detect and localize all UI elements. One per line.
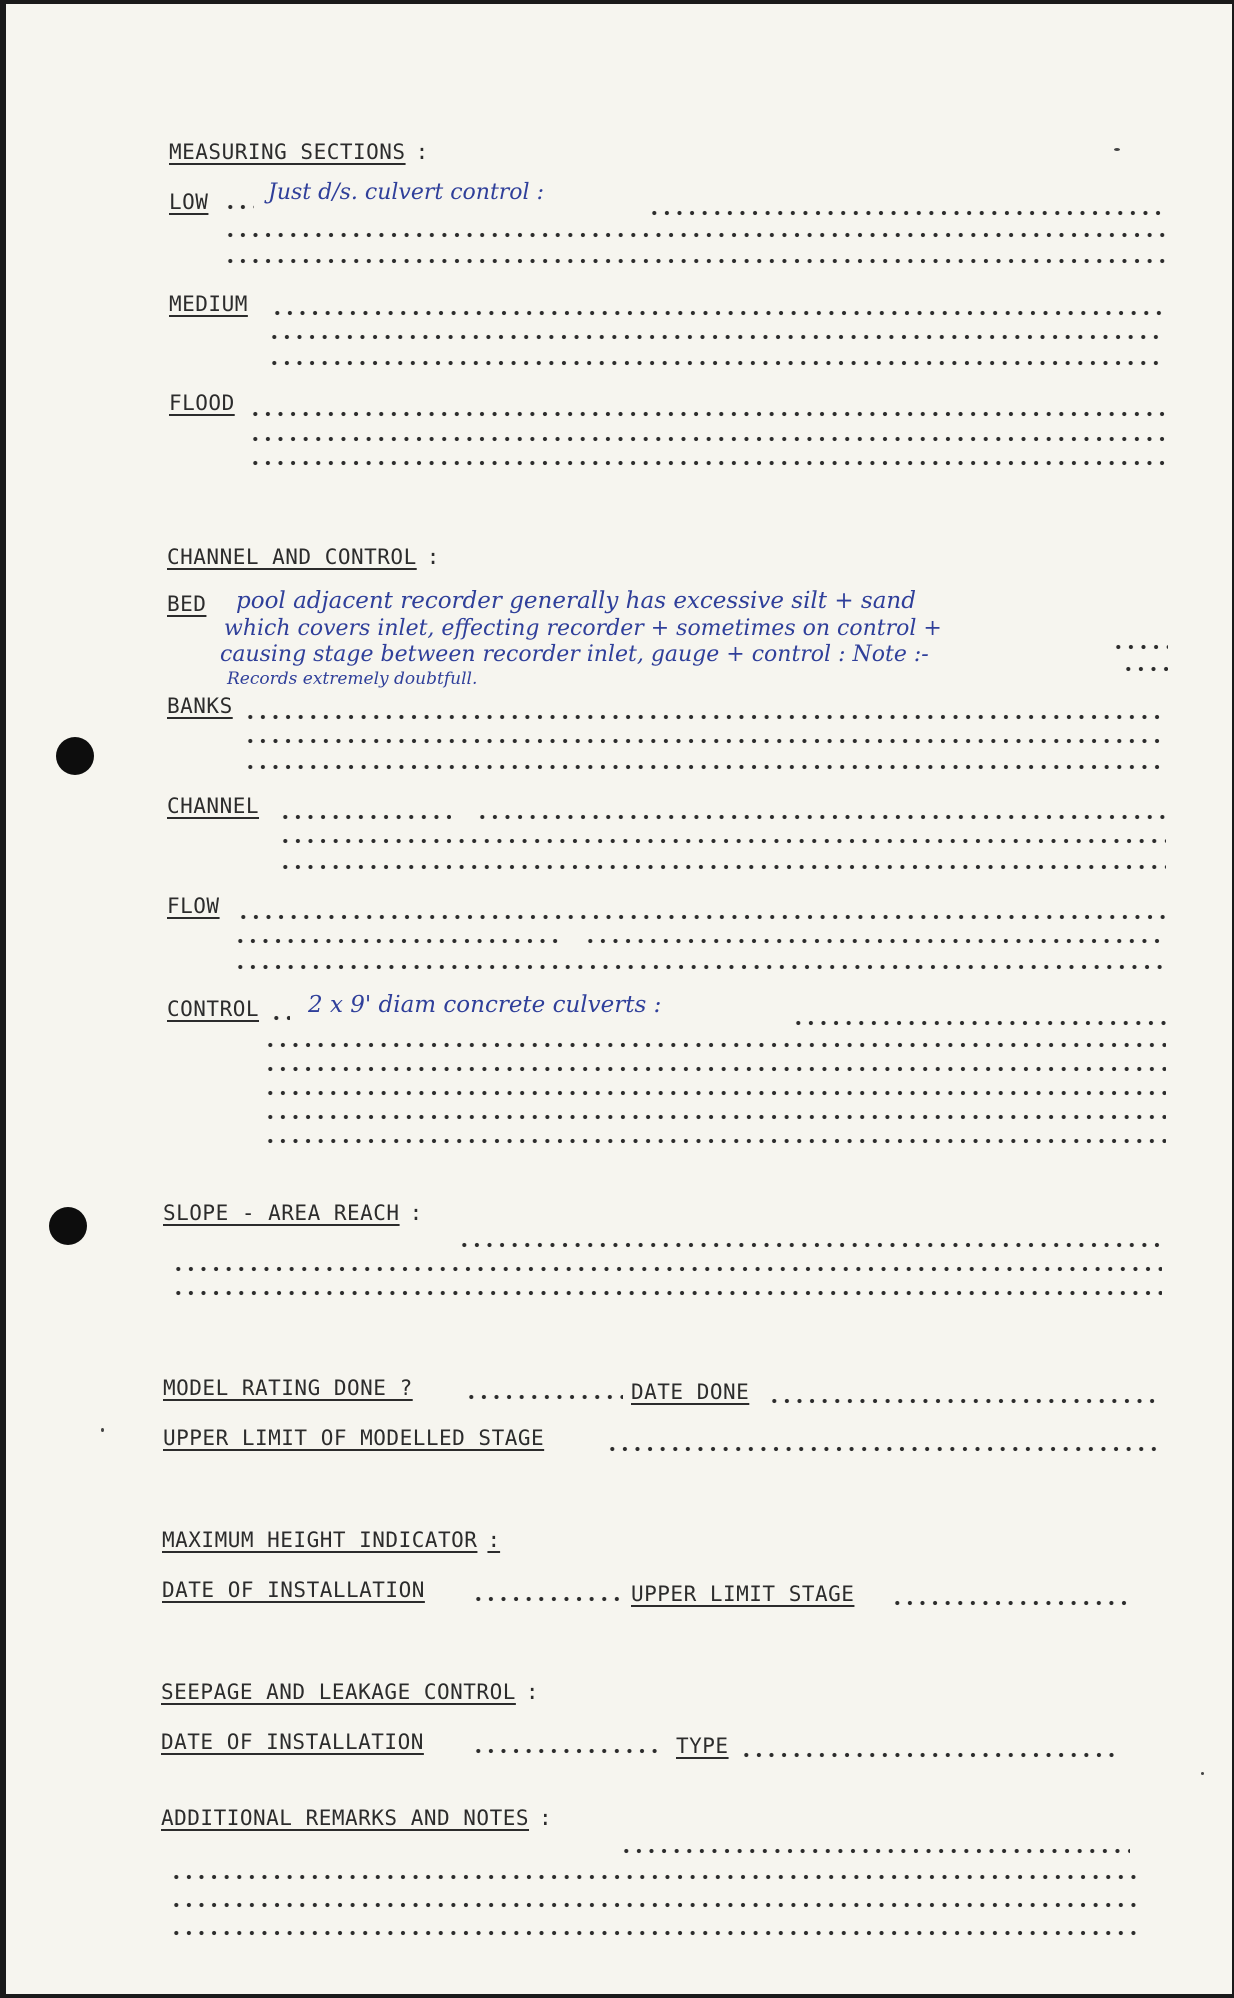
seepage-title: SEEPAGE AND LEAKAGE CONTROL: [161, 1680, 516, 1704]
medium-label: MEDIUM: [169, 292, 248, 316]
model-rating-row: [163, 1376, 413, 1400]
control-dots-line6: [264, 1138, 1166, 1144]
control-row: [167, 997, 259, 1021]
upper-limit-modelled-label: UPPER LIMIT OF MODELLED STAGE: [163, 1426, 545, 1450]
medium-dots-line1: [271, 310, 1166, 316]
seepage-heading: SEEPAGE AND LEAKAGE CONTROL :: [161, 1680, 539, 1704]
date-done-dots: [768, 1398, 1162, 1404]
upper-limit-modelled-row: [163, 1426, 544, 1450]
bed-dots-line2: [1112, 644, 1168, 650]
low-handwritten-value: Just d/s. culvert control :: [268, 180, 544, 205]
flow-dots-line3: [234, 964, 1166, 970]
low-dots-line2: [224, 232, 1166, 238]
flow-dots-line1: [237, 914, 1166, 920]
channel-dots-line3: [279, 864, 1166, 870]
control-handwritten-value: 2 x 9' diam concrete culverts :: [308, 992, 662, 1018]
bed-dots-line3: [1122, 666, 1168, 672]
slope-dots-line1: [458, 1242, 1162, 1248]
flood-dots-line3: [249, 460, 1166, 466]
medium-dots-line2: [268, 334, 1166, 340]
bed-handwritten-line2: which covers inlet, effecting recorder + sometimes on control +: [224, 616, 942, 641]
model-rating-dots: [465, 1394, 623, 1400]
slope-area-heading: SLOPE - AREA REACH :: [163, 1201, 423, 1225]
bed-handwritten-line3: causing stage between recorder inlet, gauge + control : Note :-: [220, 642, 929, 667]
date-done-row: [631, 1380, 749, 1404]
bed-handwritten-line1: pool adjacent recorder generally has excessive silt + sand: [236, 588, 916, 614]
slope-area-title: SLOPE - AREA REACH: [163, 1201, 400, 1225]
flow-row: [167, 894, 220, 918]
channel-dots-line2: [279, 838, 1166, 844]
slope-dots-line2: [172, 1266, 1162, 1272]
upper-limit-stage-row: [631, 1582, 854, 1606]
max-height-date-label: DATE OF INSTALLATION: [162, 1578, 425, 1602]
punch-hole-top: [56, 737, 94, 775]
flood-dots-line2: [249, 436, 1166, 442]
channel-row: [167, 794, 259, 818]
type-label: TYPE: [676, 1734, 729, 1758]
remarks-dots-line2: [170, 1874, 1140, 1880]
medium-row: [169, 292, 248, 316]
flow-label: FLOW: [167, 894, 220, 918]
channel-label: CHANNEL: [167, 794, 260, 818]
flood-dots-line1: [249, 411, 1166, 417]
remarks-heading: ADDITIONAL REMARKS AND NOTES :: [161, 1806, 552, 1830]
channel-dots-line1a: [279, 814, 451, 820]
seepage-date-label: DATE OF INSTALLATION: [161, 1730, 424, 1754]
control-dots-line4: [264, 1090, 1166, 1096]
model-rating-label: MODEL RATING DONE ?: [163, 1376, 413, 1400]
max-height-title: MAXIMUM HEIGHT INDICATOR: [162, 1528, 478, 1552]
remarks-dots-line3: [170, 1902, 1140, 1908]
paper-speck: [1114, 148, 1120, 151]
control-leader-dots: [270, 1015, 290, 1021]
remarks-title: ADDITIONAL REMARKS AND NOTES: [161, 1806, 530, 1830]
banks-label: BANKS: [167, 694, 233, 718]
bed-label: BED: [167, 592, 207, 616]
seepage-date-dots: [472, 1748, 660, 1754]
channel-control-heading: CHANNEL AND CONTROL :: [167, 545, 440, 569]
seepage-date-row: [161, 1730, 424, 1754]
max-height-heading: MAXIMUM HEIGHT INDICATOR :: [162, 1528, 501, 1552]
control-label: CONTROL: [167, 997, 260, 1021]
medium-dots-line3: [268, 360, 1166, 366]
upper-limit-modelled-dots: [606, 1446, 1162, 1452]
upper-limit-stage-dots: [891, 1600, 1131, 1606]
control-dots-line1: [792, 1020, 1166, 1026]
control-dots-line3: [264, 1066, 1166, 1072]
low-label: LOW: [169, 190, 209, 214]
low-leader-dots: [224, 204, 254, 210]
measuring-sections-heading: MEASURING SECTIONS :: [169, 140, 429, 164]
low-row: [169, 190, 208, 214]
remarks-dots-line4: [170, 1930, 1140, 1936]
date-done-label: DATE DONE: [631, 1380, 750, 1404]
banks-dots-line1: [244, 714, 1166, 720]
measuring-sections-title: MEASURING SECTIONS: [169, 140, 406, 164]
max-height-date-row: [162, 1578, 425, 1602]
low-dots-line1: [648, 210, 1166, 216]
bed-handwritten-line4: Records extremely doubtfull.: [227, 669, 478, 689]
upper-limit-stage-label: UPPER LIMIT STAGE: [631, 1582, 855, 1606]
paper-speck: [1201, 1772, 1204, 1775]
channel-dots-line1b: [476, 814, 1166, 820]
flow-dots-line2b: [584, 938, 1166, 944]
punch-hole-bottom: [49, 1207, 87, 1245]
control-dots-line5: [264, 1114, 1166, 1120]
banks-dots-line2: [244, 738, 1166, 744]
remarks-dots-line1: [620, 1848, 1130, 1854]
flood-row: [169, 391, 235, 415]
banks-row: [167, 694, 233, 718]
low-dots-line3: [224, 258, 1166, 264]
channel-control-title: CHANNEL AND CONTROL: [167, 545, 417, 569]
banks-dots-line3: [244, 764, 1166, 770]
type-dots: [740, 1752, 1114, 1758]
control-dots-line2: [264, 1042, 1166, 1048]
flow-dots-line2a: [234, 938, 564, 944]
max-height-date-dots: [472, 1596, 622, 1602]
slope-dots-line3: [172, 1290, 1162, 1296]
flood-label: FLOOD: [169, 391, 235, 415]
bed-row: [167, 592, 206, 616]
paper-speck: [101, 1428, 104, 1432]
type-row: [676, 1734, 729, 1758]
form-page: [6, 4, 1232, 1994]
